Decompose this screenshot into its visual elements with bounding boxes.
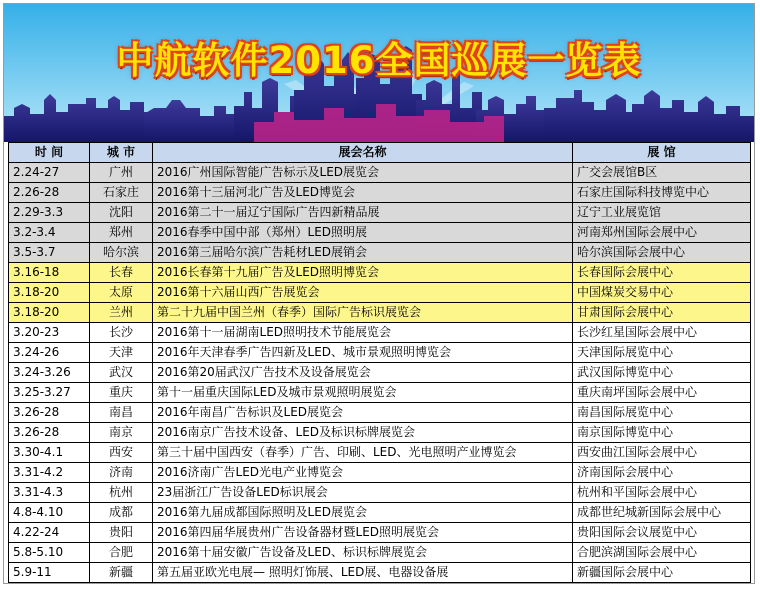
- cell-venue: 天津国际展览中心: [573, 343, 751, 363]
- cell-city: 沈阳: [90, 203, 153, 223]
- cell-city: 兰州: [90, 303, 153, 323]
- cell-venue: 贵阳国际会议展览中心: [573, 523, 751, 543]
- table-header-row: [9, 143, 751, 163]
- header-time: 时 间: [9, 143, 90, 163]
- cell-time: 3.5-3.7: [9, 243, 90, 263]
- table-row: [9, 163, 751, 183]
- cell-venue: 辽宁工业展览馆: [573, 203, 751, 223]
- cell-name: 2016第二十一届辽宁国际广告四新精品展: [153, 203, 573, 223]
- table-row: [9, 403, 751, 423]
- cell-venue: 南京国际博览中心: [573, 423, 751, 443]
- table-body: [9, 163, 751, 583]
- cell-time: 4.22-24: [9, 523, 90, 543]
- cell-venue: 哈尔滨国际会展中心: [573, 243, 751, 263]
- cell-venue: 济南国际会展中心: [573, 463, 751, 483]
- cell-name: 2016第九届成都国际照明及LED展览会: [153, 503, 573, 523]
- cell-name: 2016第三届哈尔滨广告耗材LED展销会: [153, 243, 573, 263]
- header-venue: 展 馆: [573, 143, 751, 163]
- cell-time: 3.26-28: [9, 403, 90, 423]
- cell-name: 2016年南昌广告标识及LED展览会: [153, 403, 573, 423]
- cell-city: 贵阳: [90, 523, 153, 543]
- table-row: [9, 323, 751, 343]
- cell-name: 2016第20届武汉广告技术及设备展览会: [153, 363, 573, 383]
- table-row: [9, 423, 751, 443]
- cell-city: 西安: [90, 443, 153, 463]
- exhibition-table: [8, 142, 751, 583]
- cell-time: 3.30-4.1: [9, 443, 90, 463]
- table-row: [9, 363, 751, 383]
- table-row: [9, 243, 751, 263]
- cell-time: 5.9-11: [9, 563, 90, 583]
- cell-venue: 中国煤炭交易中心: [573, 283, 751, 303]
- cell-time: 2.24-27: [9, 163, 90, 183]
- cell-venue: 武汉国际博览中心: [573, 363, 751, 383]
- cell-time: 3.24-26: [9, 343, 90, 363]
- cell-name: 2016第四届华展贵州广告设备器材暨LED照明展览会: [153, 523, 573, 543]
- table-row: [9, 523, 751, 543]
- cell-venue: 长春国际会展中心: [573, 263, 751, 283]
- cell-name: 第五届亚欧光电展— 照明灯饰展、LED展、电器设备展: [153, 563, 573, 583]
- table-row: [9, 303, 751, 323]
- cell-time: 3.31-4.2: [9, 463, 90, 483]
- cell-city: 哈尔滨: [90, 243, 153, 263]
- cell-time: 2.29-3.3: [9, 203, 90, 223]
- table-row: [9, 343, 751, 363]
- table-row: [9, 443, 751, 463]
- cell-name: 23届浙江广告设备LED标识展会: [153, 483, 573, 503]
- cell-name: 2016第十六届山西广告展览会: [153, 283, 573, 303]
- header-name: 展会名称: [153, 143, 573, 163]
- cell-time: 3.18-20: [9, 283, 90, 303]
- cell-name: 2016第十届安徽广告设备及LED、标识标牌展览会: [153, 543, 573, 563]
- table-row: [9, 503, 751, 523]
- cell-name: 第十一届重庆国际LED及城市景观照明展览会: [153, 383, 573, 403]
- cell-venue: 石家庄国际科技博览中心: [573, 183, 751, 203]
- table-row: [9, 223, 751, 243]
- cell-city: 南昌: [90, 403, 153, 423]
- cell-time: 3.18-20: [9, 303, 90, 323]
- cell-name: 2016第十三届河北广告及LED博览会: [153, 183, 573, 203]
- cell-time: 3.20-23: [9, 323, 90, 343]
- cell-venue: 成都世纪城新国际会展中心: [573, 503, 751, 523]
- cell-time: 4.8-4.10: [9, 503, 90, 523]
- table-row: [9, 563, 751, 583]
- cell-time: 3.26-28: [9, 423, 90, 443]
- cell-name: 2016南京广告技术设备、LED及标识标牌展览会: [153, 423, 573, 443]
- cell-city: 重庆: [90, 383, 153, 403]
- cell-venue: 合肥滨湖国际会展中心: [573, 543, 751, 563]
- table-row: [9, 383, 751, 403]
- cell-city: 武汉: [90, 363, 153, 383]
- cell-name: 2016广州国际智能广告标示及LED展览会: [153, 163, 573, 183]
- table-row: [9, 203, 751, 223]
- table-row: [9, 283, 751, 303]
- cell-venue: 南昌国际展览中心: [573, 403, 751, 423]
- header-city: 城 市: [90, 143, 153, 163]
- cell-city: 郑州: [90, 223, 153, 243]
- cell-name: 第二十九届中国兰州（春季）国际广告标识展览会: [153, 303, 573, 323]
- banner: [4, 4, 754, 142]
- cell-city: 长春: [90, 263, 153, 283]
- cell-venue: 西安曲江国际会展中心: [573, 443, 751, 463]
- cell-time: 3.16-18: [9, 263, 90, 283]
- cell-venue: 长沙红星国际会展中心: [573, 323, 751, 343]
- cell-name: 2016春季中国中部（郑州）LED照明展: [153, 223, 573, 243]
- cell-city: 新疆: [90, 563, 153, 583]
- cell-time: 3.31-4.3: [9, 483, 90, 503]
- cell-city: 杭州: [90, 483, 153, 503]
- cell-name: 2016长春第十九届广告及LED照明博览会: [153, 263, 573, 283]
- poster: [3, 3, 755, 584]
- cell-city: 合肥: [90, 543, 153, 563]
- cell-name: 第三十届中国西安（春季）广告、印刷、LED、光电照明产业博览会: [153, 443, 573, 463]
- cell-city: 成都: [90, 503, 153, 523]
- cell-time: 3.2-3.4: [9, 223, 90, 243]
- cell-city: 天津: [90, 343, 153, 363]
- cell-venue: 新疆国际会展中心: [573, 563, 751, 583]
- table-row: [9, 543, 751, 563]
- cell-time: 3.25-3.27: [9, 383, 90, 403]
- table-row: [9, 463, 751, 483]
- cell-name: 2016年天津春季广告四新及LED、城市景观照明博览会: [153, 343, 573, 363]
- cell-city: 广州: [90, 163, 153, 183]
- cell-time: 3.24-3.26: [9, 363, 90, 383]
- table-row: [9, 483, 751, 503]
- cell-name: 2016济南广告LED光电产业博览会: [153, 463, 573, 483]
- cell-name: 2016第十一届湖南LED照明技术节能展览会: [153, 323, 573, 343]
- cell-venue: 甘肃国际会展中心: [573, 303, 751, 323]
- page-title: 中航软件2016全国巡展一览表: [116, 39, 642, 82]
- cell-city: 长沙: [90, 323, 153, 343]
- cell-venue: 广交会展馆B区: [573, 163, 751, 183]
- cell-city: 济南: [90, 463, 153, 483]
- table-row: [9, 183, 751, 203]
- cell-time: 2.26-28: [9, 183, 90, 203]
- table-row: [9, 263, 751, 283]
- cell-time: 5.8-5.10: [9, 543, 90, 563]
- cell-venue: 杭州和平国际会展中心: [573, 483, 751, 503]
- cell-city: 石家庄: [90, 183, 153, 203]
- cell-city: 南京: [90, 423, 153, 443]
- cell-venue: 重庆南坪国际会展中心: [573, 383, 751, 403]
- cell-venue: 河南郑州国际会展中心: [573, 223, 751, 243]
- cell-city: 太原: [90, 283, 153, 303]
